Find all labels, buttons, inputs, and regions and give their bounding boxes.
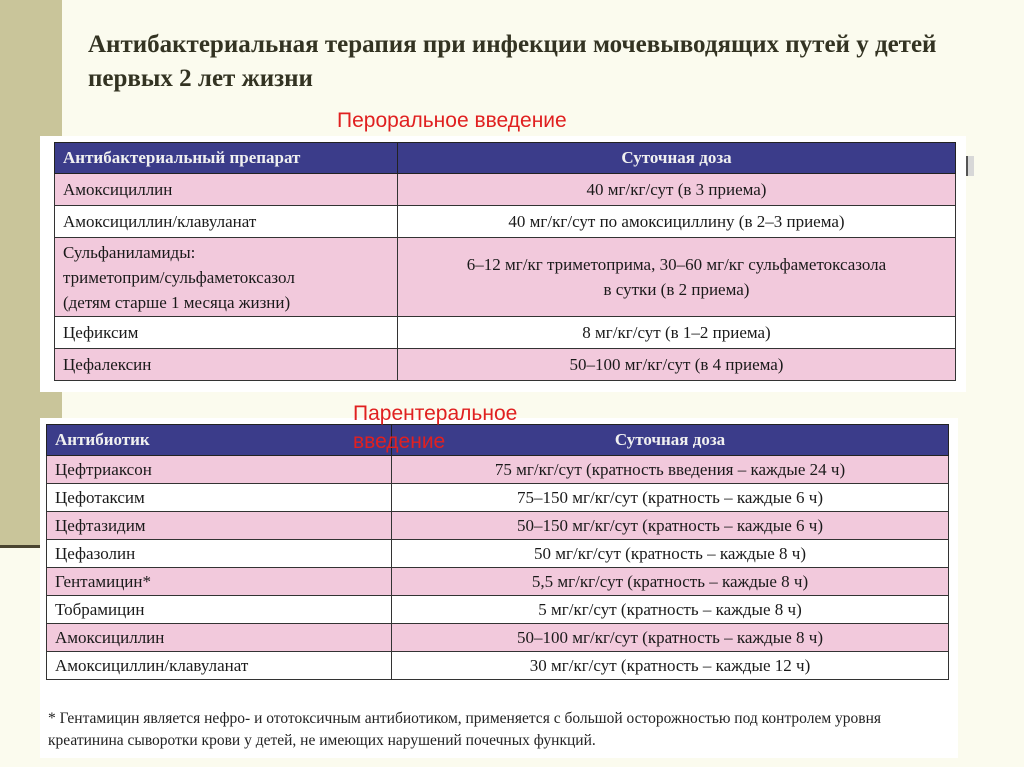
- dose-cell: 50–100 мг/кг/сут (кратность – каждые 8 ч): [392, 624, 949, 652]
- table-row: [47, 540, 949, 568]
- table-row: [47, 624, 949, 652]
- oral-table-panel: [40, 136, 966, 392]
- table-row: [47, 512, 949, 540]
- table-row: [55, 317, 956, 349]
- drug-cell: Амоксициллин/клавуланат: [47, 652, 392, 680]
- drug-cell: Тобрамицин: [47, 596, 392, 624]
- oral-header-dose: Суточная доза: [398, 143, 956, 174]
- oral-dose-table: [54, 142, 956, 381]
- parenteral-dose-table: [46, 424, 949, 680]
- table-row: [55, 174, 956, 206]
- table-row: [55, 349, 956, 381]
- dose-cell: 40 мг/кг/сут (в 3 приема): [398, 174, 956, 206]
- dose-cell: 50–150 мг/кг/сут (кратность – каждые 6 ч): [392, 512, 949, 540]
- dose-cell: 5 мг/кг/сут (кратность – каждые 8 ч): [392, 596, 949, 624]
- table-row: [47, 652, 949, 680]
- footnote: * Гентамицин является нефро- и ототоксичным антибиотиком, применяется с большой осторожностью под контролем уровня креатинина сыворотки крови у детей, не имеющих нарушений почечных функций.: [48, 710, 882, 749]
- dose-cell: 75 мг/кг/сут (кратность введения – каждые 24 ч): [392, 456, 949, 484]
- drug-cell: Гентамицин*: [47, 568, 392, 596]
- drug-cell: Сульфаниламиды: триметоприм/сульфаметоксазол (детям старше 1 месяца жизни): [55, 238, 398, 317]
- drug-cell: Цефазолин: [47, 540, 392, 568]
- drug-cell: Цефотаксим: [47, 484, 392, 512]
- table-row: [55, 238, 956, 317]
- drug-cell: Цефалексин: [55, 349, 398, 381]
- parenteral-header-dose: Суточная доза: [392, 425, 949, 456]
- decorative-marker: [966, 156, 974, 176]
- table-row: [55, 206, 956, 238]
- slide-title: Антибактериальная терапия при инфекции мочевыводящих путей у детей первых 2 лет жизни: [88, 31, 937, 92]
- drug-cell: Цефтазидим: [47, 512, 392, 540]
- drug-cell: Амоксициллин/клавуланат: [55, 206, 398, 238]
- dose-cell: 30 мг/кг/сут (кратность – каждые 12 ч): [392, 652, 949, 680]
- table-row: [47, 596, 949, 624]
- drug-cell: Цефтриаксон: [47, 456, 392, 484]
- parenteral-header-drug: Антибиотик: [47, 425, 392, 456]
- dose-cell: 8 мг/кг/сут (в 1–2 приема): [398, 317, 956, 349]
- parenteral-heading: Парентеральное введение: [353, 402, 518, 453]
- oral-header-drug: Антибактериальный препарат: [55, 143, 398, 174]
- dose-cell: 50 мг/кг/сут (кратность – каждые 8 ч): [392, 540, 949, 568]
- table-row: [47, 568, 949, 596]
- drug-cell: Амоксициллин: [47, 624, 392, 652]
- dose-cell: 50–100 мг/кг/сут (в 4 приема): [398, 349, 956, 381]
- drug-cell: Цефиксим: [55, 317, 398, 349]
- dose-cell: 5,5 мг/кг/сут (кратность – каждые 8 ч): [392, 568, 949, 596]
- dose-cell: 75–150 мг/кг/сут (кратность – каждые 6 ч): [392, 484, 949, 512]
- table-row: [47, 456, 949, 484]
- dose-cell: 40 мг/кг/сут по амоксициллину (в 2–3 приема): [398, 206, 956, 238]
- table-row: [47, 484, 949, 512]
- oral-heading: Пероральное введение: [337, 109, 567, 132]
- dose-cell: 6–12 мг/кг триметоприма, 30–60 мг/кг сульфаметоксазола в сутки (в 2 приема): [398, 238, 956, 317]
- parenteral-table-panel: [40, 418, 958, 758]
- drug-cell: Амоксициллин: [55, 174, 398, 206]
